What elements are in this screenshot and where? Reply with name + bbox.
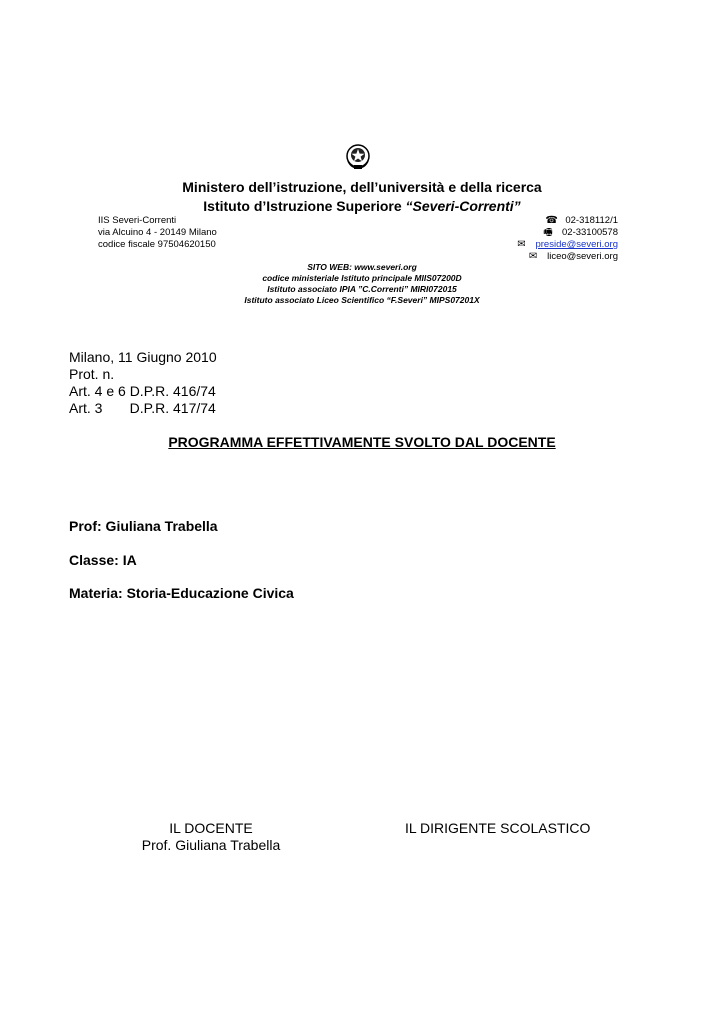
italian-republic-emblem <box>343 141 373 171</box>
teacher-signature <box>118 820 304 854</box>
envelope-icon: ✉ <box>528 251 538 262</box>
fax-icon: 🖷 <box>543 227 553 238</box>
professor-field: Prof: Giuliana Trabella <box>69 518 218 534</box>
website-line: SITO WEB: www.severi.org <box>307 262 417 272</box>
institute-prefix: Istituto d’Istruzione Superiore <box>203 198 406 214</box>
institute-name: “Severi-Correnti” <box>405 198 521 214</box>
phone-icon: ☎ <box>545 215 558 226</box>
principal-signature: IL DIRIGENTE SCOLASTICO <box>405 820 591 836</box>
institute-heading <box>0 198 724 214</box>
article-reference: Art. 4 e 6 D.P.R. 416/74 <box>69 383 216 399</box>
place-date: Milano, 11 Giugno 2010 <box>69 349 217 365</box>
institute-codes <box>0 262 724 306</box>
subject-field: Materia: Storia-Educazione Civica <box>69 585 294 601</box>
letter-references <box>69 349 217 417</box>
address-line: codice fiscale 97504620150 <box>98 239 216 250</box>
fax-number: 02-33100578 <box>562 227 618 238</box>
address-block <box>98 215 217 251</box>
address-line: via Alcuino 4 - 20149 Milano <box>98 227 217 238</box>
code-line: Istituto associato Liceo Scientifico “F.Severi” MIPS07201X <box>244 295 480 305</box>
teacher-role: IL DOCENTE <box>169 820 253 836</box>
class-field: Classe: IA <box>69 552 137 568</box>
email-link[interactable]: preside@severi.org <box>535 239 618 250</box>
document-title: PROGRAMMA EFFETTIVAMENTE SVOLTO DAL DOCENTE <box>168 434 556 450</box>
phone-number: 02-318112/1 <box>565 215 618 226</box>
email-text: liceo@severi.org <box>547 251 618 262</box>
teacher-name: Prof. Giuliana Trabella <box>141 837 281 853</box>
address-line: IIS Severi-Correnti <box>98 215 177 226</box>
ministry-heading: Ministero dell’istruzione, dell’università e della ricerca <box>182 179 542 195</box>
protocol-number: Prot. n. <box>69 366 115 382</box>
code-line: Istituto associato IPIA ”C.Correnti” MIRI072015 <box>267 284 457 294</box>
article-reference: Art. 3 D.P.R. 417/74 <box>69 400 216 416</box>
envelope-icon: ✉ <box>517 239 526 250</box>
contact-block <box>515 215 618 263</box>
code-line: codice ministeriale Istituto principale MIIS07200D <box>262 273 462 283</box>
